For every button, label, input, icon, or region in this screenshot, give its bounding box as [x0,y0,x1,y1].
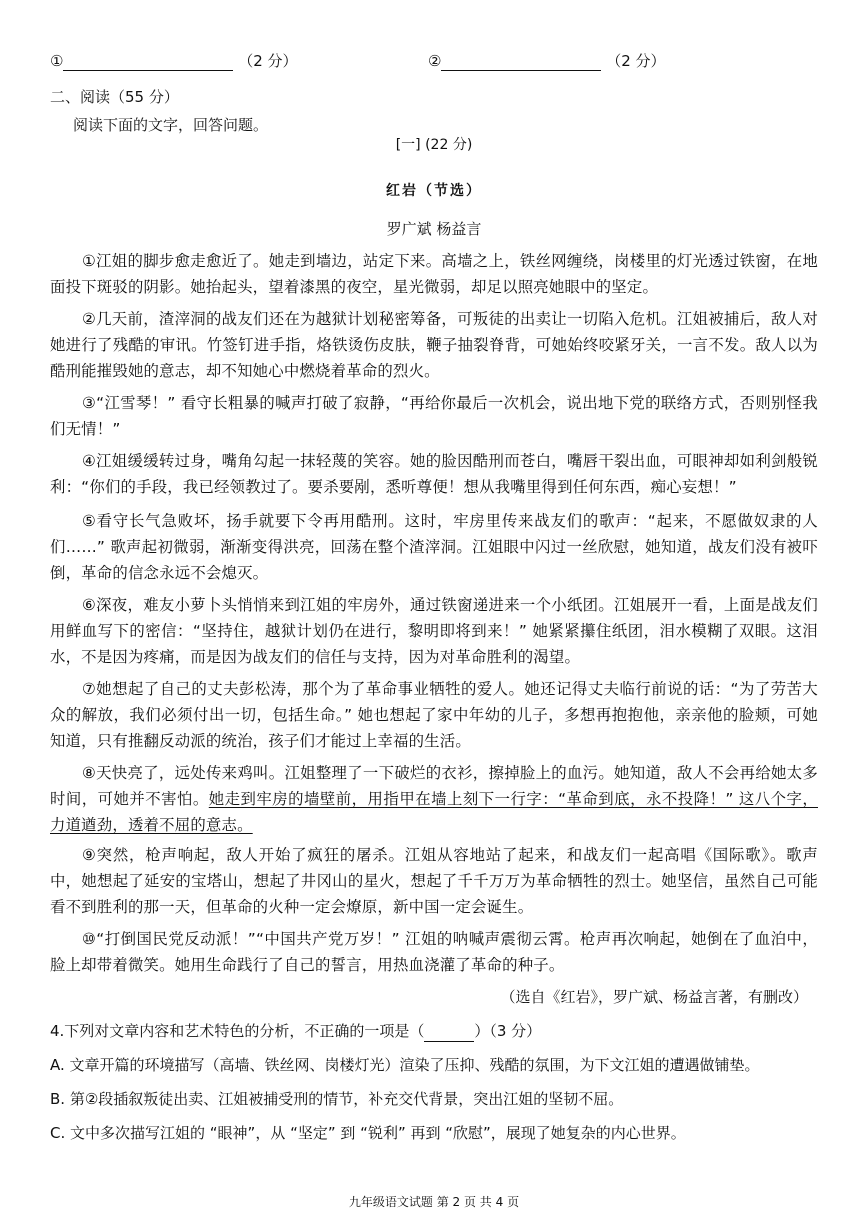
answer-blank-1 [50,50,298,71]
blank-2-line[interactable] [441,54,601,71]
paragraph-8-underlined: 她走到牢房的墙壁前，用指甲在墙上刻下一行字：“革命到底，永不投降！” 这八个字，力道遒劲，透着不屈的意志。 [50,790,818,834]
blank-1-label: ① [50,52,64,70]
question-4-option-c: C. 文中多次描写江姐的 “眼神”，从 “坚定” 到 “锐利” 再到 “欣慰”，展现了她复杂的内心世界。 [50,1124,686,1142]
answer-blank-2 [428,50,666,71]
part-title: [一] (22 分) [395,137,473,153]
blank-1-line[interactable] [63,54,233,71]
question-4-stem [50,1020,830,1042]
article-source: （选自《红岩》，罗广斌、杨益言著，有删改） [500,988,808,1006]
blank-2-label: ② [428,52,442,70]
question-4-stem-text: 4.下列对文章内容和艺术特色的分析，不正确的一项是（ [50,1022,425,1040]
page-footer: 九年级语文试题 第 2 页 共 4 页 [348,1195,520,1209]
paragraph-2: ②几天前，渣滓洞的战友们还在为越狱计划秘密筹备，可叛徒的出卖让一切陷入危机。江姐被捕后，敌人对她进行了残酷的审讯。竹签钉进手指，烙铁烫伤皮肤，鞭子抽裂脊背，可她始终咬紧牙关，一言不发。敌人以为酷刑能摧毁她的意志，却不知她心中燃烧着革命的烈火。 [50,310,818,380]
paragraph-8-text: ⑧天快亮了，远处传来鸡叫。江姐整理了一下破烂的衣衫，擦掉脸上的血污。她知道，敌人不会再给她太多时间，可她并不害怕。 [50,764,818,808]
paragraph-10: ⑩“打倒国民党反动派！”“中国共产党万岁！” 江姐的呐喊声震彻云霄。枪声再次响起，她倒在了血泊中，脸上却带着微笑。她用生命践行了自己的誓言，用热血浇灌了革命的种子。 [50,930,818,974]
question-4-option-a: A. 文章开篇的环境描写（高墙、铁丝网、岗楼灯光）渲染了压抑、残酷的氛围，为下文江姐的遭遇做铺垫。 [50,1056,760,1074]
paragraph-3: ③“江雪琴！” 看守长粗暴的喊声打破了寂静，“再给你最后一次机会，说出地下党的联络方式，否则别怪我们无情！” [50,394,818,438]
paragraph-1: ①江姐的脚步愈走愈近了。她走到墙边，站定下来。高墙之上，铁丝网缠绕，岗楼里的灯光透过铁窗，在地面投下斑驳的阴影。她抬起头，望着漆黑的夜空，星光微弱，却足以照亮她眼中的坚定。 [50,252,818,296]
question-4-option-b: B. 第②段插叙叛徒出卖、江姐被捕受刑的情节，补充交代背景，突出江姐的坚韧不屈。 [50,1090,624,1108]
paragraph-6: ⑥深夜，难友小萝卜头悄悄来到江姐的牢房外，通过铁窗递进来一个小纸团。江姐展开一看，上面是战友们用鲜血写下的密信：“坚持住，越狱计划仍在进行，黎明即将到来！” 她紧紧攥住纸团，泪水模糊了双眼。这泪水，不是因为疼痛，而是因为战友们的信任与支持，因为对革命胜利的渴望。 [50,596,818,666]
paragraph-5: ⑤看守长气急败坏，扬手就要下令再用酷刑。这时，牢房里传来战友们的歌声：“起来，不愿做奴隶的人们……” 歌声起初微弱，渐渐变得洪亮，回荡在整个渣滓洞。江姐眼中闪过一丝欣慰，她知道，战友们没有被吓倒，革命的信念永远不会熄灭。 [50,512,818,582]
section-instruction: 阅读下面的文字，回答问题。 [73,116,269,134]
article-title: 红岩（节选） [386,183,482,199]
section-heading: 二、阅读（55 分） [50,88,179,106]
paragraph-9: ⑨突然，枪声响起，敌人开始了疯狂的屠杀。江姐从容地站了起来，和战友们一起高唱《国际歌》。歌声中，她想起了延安的宝塔山，想起了井冈山的星火，想起了千千万万为革命牺牲的烈士。她坚信，虽然自己可能看不到胜利的那一天，但革命的火种一定会燎原，新中国一定会诞生。 [50,846,818,916]
blank-1-score: （2 分） [238,52,298,70]
question-4-answer-blank[interactable] [424,1027,474,1042]
paragraph-7: ⑦她想起了自己的丈夫彭松涛，那个为了革命事业牺牲的爱人。她还记得丈夫临行前说的话：“为了劳苦大众的解放，我们必须付出一切，包括生命。” 她也想起了家中年幼的儿子，多想再抱抱他，亲亲他的脸颊，可她知道，只有推翻反动派的统治，孩子们才能过上幸福的生活。 [50,680,818,750]
question-4-score: ）（3 分） [474,1022,542,1040]
blank-2-score: （2 分） [606,52,666,70]
paragraph-8 [50,760,818,838]
article-authors: 罗广斌 杨益言 [386,220,482,238]
paragraph-4: ④江姐缓缓转过身，嘴角勾起一抹轻蔑的笑容。她的脸因酷刑而苍白，嘴唇干裂出血，可眼神却如利剑般锐利：“你们的手段，我已经领教过了。要杀要剐，悉听尊便！想从我嘴里得到任何东西，痴心妄想！” [50,452,818,496]
